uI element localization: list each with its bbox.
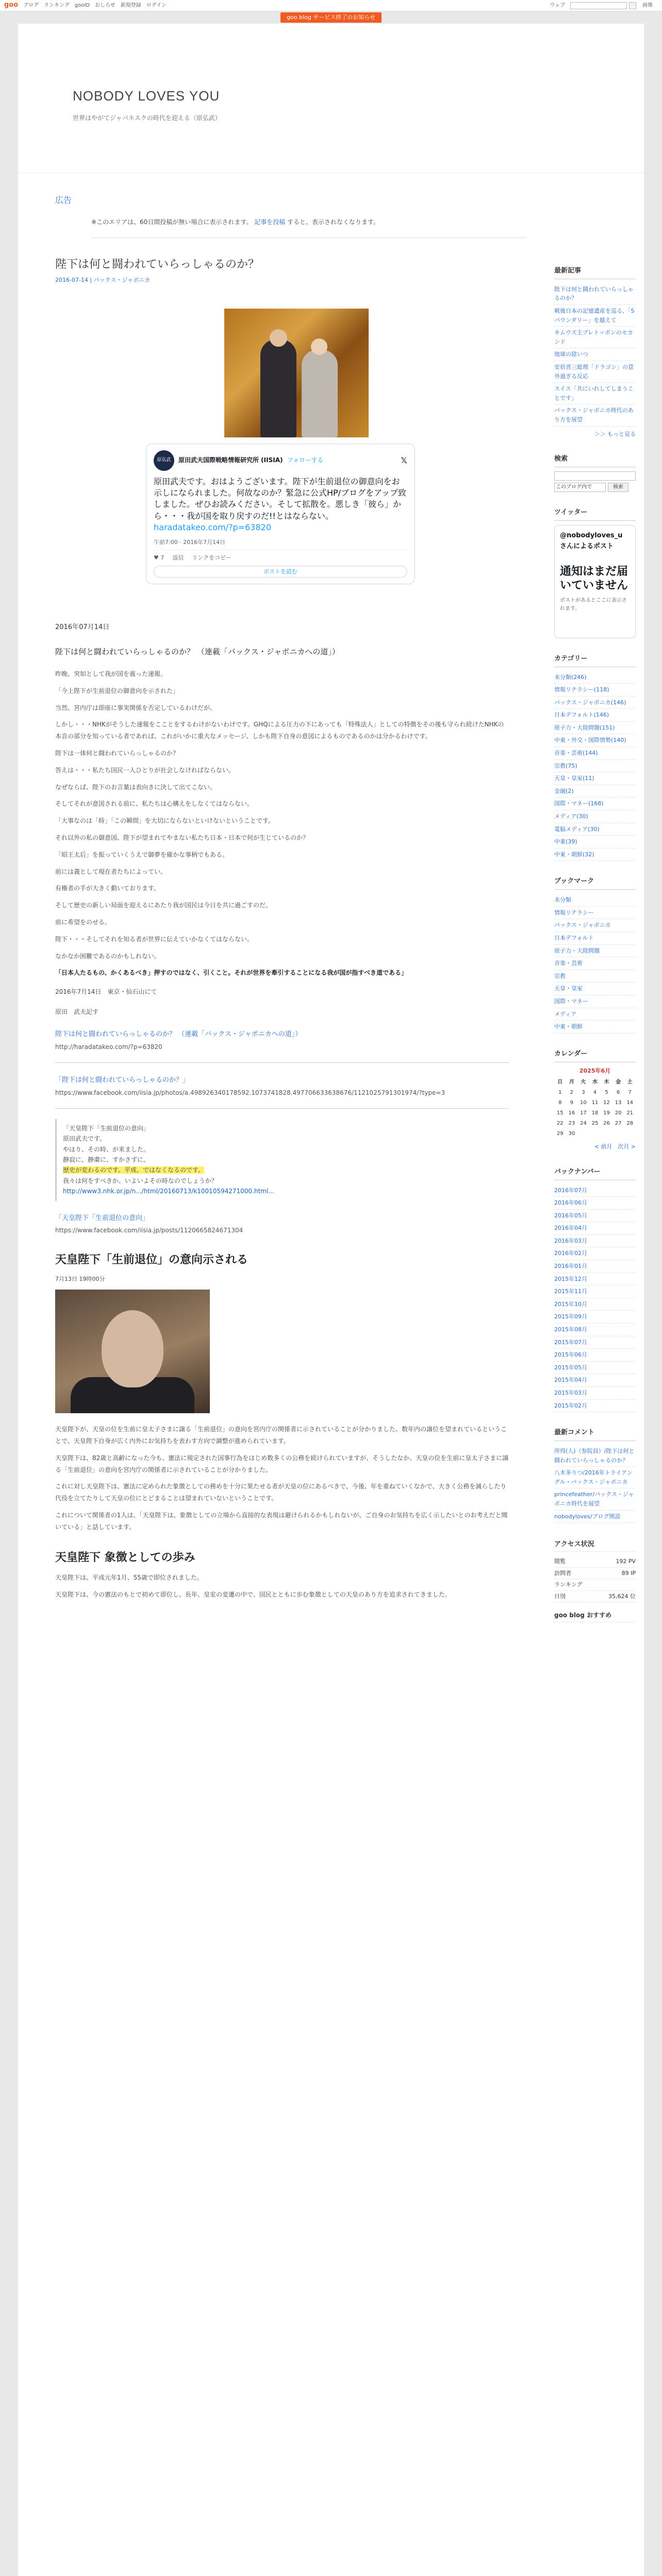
backnumber-item[interactable]: 2016年02月 <box>554 1247 636 1260</box>
access-value: 89 IP <box>621 1569 636 1577</box>
tweet-time[interactable]: 午前7:00 · 2016年7月14日 <box>154 538 226 546</box>
nav-link-register[interactable]: 新規登録 <box>120 2 141 8</box>
search-type-web[interactable]: ウェブ <box>550 2 565 8</box>
access-widget <box>554 1538 636 1622</box>
blog-header <box>18 24 644 173</box>
calendar-day: 9 <box>570 1100 574 1106</box>
link-embed <box>55 1075 509 1098</box>
blog-search-input[interactable] <box>554 471 636 481</box>
nav-link-blog[interactable]: ブログ <box>23 2 39 8</box>
main-column <box>37 178 526 1605</box>
bookmark-item[interactable]: メディア <box>554 1008 636 1021</box>
calendar-day: 29 <box>556 1131 564 1137</box>
calendar-day: 6 <box>616 1090 620 1096</box>
backnumber-item[interactable]: 2016年03月 <box>554 1235 636 1248</box>
nav-link-news[interactable]: おしらせ <box>95 2 115 8</box>
article-paragraph: 前には義として現在者たちによってい。 <box>55 868 167 875</box>
bookmark-item[interactable]: 中東・朝鮮 <box>554 1021 636 1033</box>
embed-url[interactable]: http://haradatakeo.com/?p=63820 <box>55 1043 162 1050</box>
article-paragraph: なぜならば、陛下のお言葉は表向きに決して出てこない。 <box>55 783 217 791</box>
x-logo-icon[interactable]: 𝕏 <box>401 455 407 465</box>
access-key: 訪問者 <box>554 1569 571 1577</box>
calendar-day: 5 <box>605 1090 608 1096</box>
twitter-handle[interactable]: @nobodyloves_u さんによるポスト <box>560 531 623 550</box>
calendar-day: 19 <box>603 1110 610 1116</box>
category-item[interactable]: 情報リテラシー(118) <box>554 684 636 697</box>
calendar-day: 20 <box>615 1110 622 1116</box>
calendar-day: 2 <box>570 1090 574 1096</box>
backnumber-item[interactable]: 2016年06月 <box>554 1197 636 1210</box>
comment-item[interactable]: 八木多りつ/2016年トライアングル・パックス・ジャポニカ <box>554 1467 636 1488</box>
calendar-heading: カレンダー <box>554 1049 636 1062</box>
bookmark-item[interactable]: 宗教 <box>554 970 636 983</box>
quote-highlight: 歴史が変わるのです。平成、ではなくなるのです。 <box>63 1166 205 1174</box>
avatar[interactable]: 原弘武 <box>154 450 174 471</box>
category-heading: カテゴリー <box>554 654 636 667</box>
backnumber-item[interactable]: 2015年04月 <box>554 1374 636 1387</box>
article-body <box>37 668 526 979</box>
category-item[interactable]: 原子力・大陸問題(151) <box>554 722 636 735</box>
divider <box>55 1108 509 1109</box>
weekday: 月 <box>569 1079 574 1086</box>
sidebar <box>554 266 636 1638</box>
comment-item[interactable]: nobodyloves/ブログ開設 <box>554 1511 636 1523</box>
calendar-day: 21 <box>626 1110 634 1116</box>
category-item[interactable]: 中東・朝鮮(32) <box>554 849 636 861</box>
backnumber-item[interactable]: 2016年01月 <box>554 1260 636 1273</box>
calendar-nav[interactable]: < 前月 次月 > <box>594 1143 636 1150</box>
access-row <box>554 1579 636 1591</box>
quote-line: 我々は何をすべきか、いよいよその時なのでしょうか？ <box>63 1177 218 1184</box>
access-key: ランキング <box>554 1581 583 1588</box>
article-paragraph: なかなか困難であるのかもしれない。 <box>55 952 161 960</box>
article-paragraph: 昨晩、突如として我が国を震った速報。 <box>55 670 167 678</box>
quote-line: やはり、その時、が来ました。 <box>63 1145 150 1153</box>
reply-button[interactable]: 返信 <box>172 554 184 562</box>
bookmark-heading: ブックマーク <box>554 876 636 890</box>
article-paragraph: それ以外の私の御意図、陛下が望まれてやまない私たち日本・日本で何が生じているのか？ <box>55 834 309 842</box>
news-paragraph: 天皇陛下が、天皇の位を生前に皇太子さまに譲る「生前退位」の意向を宮内庁の関係者に示されていることが分かりました。数年内の譲位を望まれているということで、天皇陛下自身が広く内外にお気持ちを表わす方向で調整が進められています。 <box>55 1426 507 1445</box>
access-key: 閲覧 <box>554 1557 566 1565</box>
calendar-day: 3 <box>582 1090 585 1096</box>
ad-note-text: ※このエリアは、60日間投稿が無い場合に表示されます。 <box>91 218 253 226</box>
weekday: 火 <box>581 1079 586 1086</box>
tweet-link[interactable]: haradatakeo.com/?p=63820 <box>154 522 272 533</box>
backnumber-item[interactable]: 2015年11月 <box>554 1285 636 1298</box>
global-search-input[interactable] <box>570 2 627 9</box>
link-embed <box>55 1213 509 1236</box>
quote-line: 原田武夫です。 <box>63 1135 106 1143</box>
quoted-post <box>55 1119 509 1201</box>
access-row <box>554 1591 636 1603</box>
article-paragraph: そしてそれが意図される前に、私たちは心構えをしなくてはならない。 <box>55 800 254 808</box>
emperor-portrait <box>55 1290 210 1413</box>
category-item[interactable]: 中東・外交・国際情勢(140) <box>554 734 636 747</box>
follow-button[interactable]: フォローする <box>287 456 324 464</box>
recent-more-link[interactable]: ＞＞ もっと見る <box>594 430 636 437</box>
figure-left <box>260 340 296 437</box>
weekday: 水 <box>592 1079 598 1086</box>
article-paragraph: 前に希望をのせる。 <box>55 919 111 926</box>
calendar-day: 23 <box>568 1121 575 1127</box>
comments-heading: 最新コメント <box>554 1428 636 1441</box>
category-item[interactable]: 日本デフォルト(146) <box>554 709 636 722</box>
article-paragraph: 陛下・・・そしてそれを知る者が世界に伝えていかなくてはならない。 <box>55 935 254 943</box>
article-heading: 陛下は何と闘われていらっしゃるのか？ （連載「パックス・ジャポニカへの道」） <box>55 647 340 657</box>
copy-link-button[interactable]: リンクをコピー <box>192 554 231 562</box>
search-icon[interactable] <box>629 2 636 9</box>
access-heading: アクセス状況 <box>554 1538 636 1552</box>
nav-link-login[interactable]: ログイン <box>146 2 167 8</box>
calendar-day: 11 <box>591 1100 599 1106</box>
divider <box>55 1062 509 1063</box>
calendar-day: 17 <box>580 1110 587 1116</box>
link-embed <box>55 1029 509 1052</box>
recent-post-item[interactable]: スイス「共にいれしてしまうことです」 <box>554 383 636 404</box>
backnumber-item[interactable]: 2015年07月 <box>554 1336 636 1349</box>
news-paragraph: 天皇陛下は、平成元年1月、55歳で即位されました。 <box>55 1573 203 1581</box>
figure-right <box>302 350 338 437</box>
backnumber-item[interactable]: 2015年12月 <box>554 1273 636 1286</box>
bookmark-item[interactable]: 日本デフォルト <box>554 932 636 945</box>
head-right <box>311 338 327 355</box>
service-end-notice[interactable]: goo blog サービス終了のお知らせ <box>280 12 382 23</box>
calendar-day: 30 <box>568 1131 575 1137</box>
calendar-month: 2025年6月 <box>579 1067 611 1074</box>
calendar-day: 14 <box>626 1100 634 1106</box>
backnumber-item[interactable]: 2015年09月 <box>554 1311 636 1324</box>
backnumber-widget <box>554 1167 636 1412</box>
post-title[interactable]: 陛下は何と闘われていらっしゃるのか？ <box>55 258 260 271</box>
access-value: 192 PV <box>616 1557 636 1565</box>
article-signature: 2016年7月14日 東京・仙石山にて 原田 武夫記す <box>55 988 157 1015</box>
news-section-time: 7月13日 19時00分 <box>55 1275 105 1282</box>
calendar-widget <box>554 1049 636 1151</box>
bookmark-item[interactable]: 情報リテラシー <box>554 907 636 920</box>
calendar-day: 12 <box>603 1100 610 1106</box>
calendar-table <box>554 1077 636 1139</box>
weekday: 木 <box>604 1079 609 1086</box>
calendar-day: 10 <box>580 1100 587 1106</box>
backnumber-item[interactable]: 2015年06月 <box>554 1349 636 1362</box>
backnumber-item[interactable]: 2015年08月 <box>554 1324 636 1336</box>
access-key: 日別 <box>554 1592 566 1600</box>
access-row <box>554 1556 636 1568</box>
category-item[interactable]: 天皇・皇室(11) <box>554 772 636 785</box>
article-key-statement: 「日本人たるもの、かくあるべき」押すのではなく、引くこと。それが世界を牽引することになる我が国が指すべき道である」 <box>55 969 408 977</box>
backnumber-item[interactable]: 2015年02月 <box>554 1400 636 1413</box>
recent-post-item[interactable]: 安倍晋三総理「ドラゴン」の意外過ぎる反応 <box>554 361 636 383</box>
blog-search-button[interactable]: 検索 <box>608 483 628 492</box>
backnumber-item[interactable]: 2016年05月 <box>554 1210 636 1223</box>
category-item[interactable]: 国際・マネー(168) <box>554 798 636 810</box>
category-item[interactable]: 電脳メディア(30) <box>554 823 636 836</box>
read-post-button[interactable]: ポストを読む <box>154 566 407 578</box>
recent-posts <box>554 266 636 438</box>
article-paragraph: 「大事なのは「時」「この瞬間」を大切にならないといけないということです。 <box>55 817 275 825</box>
access-row <box>554 1568 636 1580</box>
search-type-image[interactable]: 画像 <box>642 2 653 8</box>
backnumber-item[interactable]: 2016年04月 <box>554 1222 636 1235</box>
category-item[interactable]: 宗教(75) <box>554 760 636 773</box>
quote-url[interactable]: http://www3.nhk.or.jp/n.../html/20160713/k10010594271000.html... <box>63 1188 274 1195</box>
nav-link-ranking[interactable]: ランキング <box>44 2 70 8</box>
twitter-timeline[interactable] <box>554 525 636 638</box>
backnumber-item[interactable]: 2015年10月 <box>554 1298 636 1311</box>
search-heading: 検索 <box>554 454 636 467</box>
post-meta[interactable]: 2016-07-14 | パックス・ジャポニカ <box>55 276 151 283</box>
goo-logo[interactable]: goo <box>4 1 19 9</box>
category-item[interactable]: メディア(30) <box>554 810 636 823</box>
bookmark-item[interactable]: 天皇・皇室 <box>554 982 636 995</box>
emperor-photo <box>224 309 369 437</box>
calendar-day: 4 <box>593 1090 597 1096</box>
calendar-day: 8 <box>558 1100 562 1106</box>
bookmark-item[interactable]: 音楽・芸術 <box>554 957 636 970</box>
head-left <box>270 329 287 347</box>
weekday: 日 <box>557 1079 563 1086</box>
recent-post-item[interactable]: キムウズ主ブレトッポンのセカンド <box>554 327 636 348</box>
backnumber-item[interactable]: 2016年07月 <box>554 1184 636 1197</box>
twitter-empty-title: 通知はまだ届いていません <box>560 565 628 592</box>
embed-url[interactable]: https://www.facebook.com/iisia.jp/posts/1120665824671304 <box>55 1227 243 1234</box>
bookmark-widget <box>554 876 636 1033</box>
calendar-day: 26 <box>603 1121 610 1127</box>
search-widget <box>554 454 636 492</box>
calendar-day: 24 <box>580 1121 587 1127</box>
category-item[interactable]: 金融(2) <box>554 785 636 798</box>
bookmark-item[interactable]: パックス・ジャポニカ <box>554 919 636 932</box>
article-paragraph: そして歴史の新しい局面を迎えるにあたり我が国民は今日を共に過ごすのだ。 <box>55 902 272 909</box>
article-paragraph: 有権者の手が大きく動いております。 <box>55 885 160 892</box>
calendar-day: 7 <box>628 1090 632 1096</box>
news-paragraph: 天皇陛下は、今の憲法のもとで初めて即位し、長年、皇室の変遷の中で、国民とともに歩む象徴としての天皇のあり方を追求されてきました。 <box>55 1590 451 1598</box>
recent-post-item[interactable]: パックス・ジャポニカ時代のあり方を展望 <box>554 404 636 426</box>
embed-title[interactable]: 「陛下は何と闘われていらっしゃるのか？」 <box>55 1076 190 1084</box>
calendar-day <box>613 1129 624 1139</box>
nav-link-gooid[interactable]: gooID <box>74 2 90 8</box>
embed-url[interactable]: https://www.facebook.com/iisia.jp/photos/a.498926340178592.1073741828.497706633638676/1121025791301974/?type=3 <box>55 1089 445 1096</box>
tweet-body <box>154 476 407 534</box>
backnumber-heading: バックナンバー <box>554 1167 636 1180</box>
tweet-text: 原田武夫です。おはようございます。陛下が生前退位の御意向をお示しになられました。何故なのか？緊急に公式HP/ブログをアップ致しました。ぜひお読みください。そして拡散を。悪しき「彼ら」から・・・我が国を取り戻すのだ!!とはならない。 <box>154 476 406 521</box>
calendar-day: 16 <box>568 1110 575 1116</box>
comment-item[interactable]: princefeather/パックス・ジャポニカ時代を展望 <box>554 1488 636 1510</box>
twitter-heading: ツイッター <box>554 507 636 521</box>
blog-title[interactable]: NOBODY LOVES YOU <box>73 88 220 104</box>
quote-line: 静寂に、静粛に、すかさずに。 <box>63 1156 150 1163</box>
news-paragraph: これに対し天皇陛下は、憲法に定められた象徴としての務めを十分に果たせる者が天皇の位にあるべきで、今後、年を重ねていくなかで、大きく公務を減らしたり代役を立てたりして天皇の位にとどまることは望まれていないということです。 <box>55 1483 507 1502</box>
calendar-day: 13 <box>615 1100 622 1106</box>
ad-note <box>91 217 526 238</box>
tweet-header <box>154 450 407 471</box>
article-date: 2016年07月14日 <box>55 623 110 632</box>
quote-line: 「天皇陛下「生前退位の意向」 <box>63 1124 150 1132</box>
article-paragraph: しかし・・・NHKがそうした速報をこことをするわけがないわけです。GHQによる圧力の下にあっても「特殊法人」としての特徴をその後も守られ続けたNHKの本音の部分を知っている者であれば、これがいかに重大なメッセージ、しかも陛下自身の意図によるものであるのかは分かるわけです。 <box>55 721 504 740</box>
article-paragraph: 陛下は一体何と闘われていらっしゃるのか？ <box>55 750 179 757</box>
calendar-day <box>577 1129 589 1139</box>
portrait-face <box>102 1310 163 1387</box>
calendar-day: 15 <box>556 1110 564 1116</box>
embedded-tweet <box>146 444 415 585</box>
embed-title[interactable]: 陛下は何と闘われていらっしゃるのか？ （連載「パックス・ジャポニカへの道」） <box>55 1030 302 1038</box>
category-item[interactable]: 中東(39) <box>554 836 636 849</box>
access-value: 35,624 位 <box>608 1592 636 1600</box>
calendar-day <box>601 1129 613 1139</box>
calendar-day <box>589 1129 601 1139</box>
calendar-day <box>624 1129 636 1139</box>
recent-posts-heading: 最新記事 <box>554 266 636 279</box>
goo-recommend-heading: goo blog おすすめ <box>554 1609 636 1622</box>
service-notice-bar <box>0 11 662 24</box>
ad-label: 広告 <box>55 195 72 205</box>
calendar-day: 22 <box>556 1121 564 1127</box>
category-item[interactable]: パックス・ジャポニカ(146) <box>554 697 636 709</box>
like-button[interactable]: ♥ 7 <box>154 554 164 562</box>
tweet-actions <box>154 550 407 563</box>
backnumber-item[interactable]: 2015年03月 <box>554 1387 636 1400</box>
bookmark-item[interactable]: 未分類 <box>554 894 636 907</box>
news-subhead: 天皇陛下 象徴としての歩み <box>55 1551 195 1564</box>
ad-note-tail: すると、表示されなくなります。 <box>287 218 380 226</box>
article-paragraph: 当然、宮内庁は即座に事実関係を否定しているわけだが。 <box>55 704 217 711</box>
calendar-day: 28 <box>626 1121 634 1127</box>
calendar-day: 1 <box>558 1090 562 1096</box>
blog-subtitle: 世界はやがてジャパネスクの時代を迎える（原弘武） <box>73 114 221 122</box>
comment-item[interactable]: 所得(人)（参院員）/陛下は何と闘われていらっしゃるのか？ <box>554 1445 636 1467</box>
recent-post-item[interactable]: 地球の陰いつ <box>554 348 636 361</box>
comments-widget <box>554 1428 636 1523</box>
weekday: 金 <box>616 1079 621 1086</box>
category-widget <box>554 654 636 861</box>
bookmark-item[interactable]: 国際・マネー <box>554 995 636 1008</box>
backnumber-item[interactable]: 2015年05月 <box>554 1362 636 1375</box>
bookmark-item[interactable]: 原子力・大陸問題 <box>554 945 636 958</box>
news-section-title: 天皇陛下「生前退位」の意向示される <box>55 1253 249 1267</box>
recent-post-item[interactable]: 戦後日本の記憶遺産を巡る、「Sパウンダリー」を越えて <box>554 305 636 327</box>
news-paragraph: 天皇陛下は、82歳と高齢になった今も、憲法に規定された国事行為をはじめ数多くの公務を続けられていますが、そうしたなか、天皇の位を生前に皇太子さまに譲る「生前退位」の意向を宮内庁の関係者に示されていることが分かりました。 <box>55 1454 509 1473</box>
tweet-author[interactable]: 原田武夫国際戦略情報研究所 (IISIA) <box>178 456 283 464</box>
global-header <box>0 0 662 11</box>
post-article-link[interactable]: 記事を投稿 <box>254 218 286 226</box>
calendar-day: 27 <box>615 1121 622 1127</box>
calendar-day: 25 <box>591 1121 599 1127</box>
twitter-empty-text: ポストがあるとここに表示されます。 <box>560 598 627 612</box>
calendar-day: 18 <box>591 1110 599 1116</box>
weekday: 土 <box>627 1079 633 1086</box>
search-scope-select[interactable]: このブログ内で <box>554 483 606 492</box>
category-item[interactable]: 未分類(246) <box>554 671 636 684</box>
news-paragraph: これについて関係者の1人は、「天皇陛下は、象徴としての立場から直接的な表現は避けられるかもしれないが、ご自身のお気持ちを広く示したいとのお考えだと聞いている」と話しています。 <box>55 1512 508 1531</box>
twitter-widget <box>554 507 636 638</box>
recent-post-item[interactable]: 陛下は何と闘われていらっしゃるのか？ <box>554 283 636 305</box>
page-container <box>18 24 644 2576</box>
category-item[interactable]: 音楽・芸術(144) <box>554 747 636 760</box>
article-paragraph: 「今上陛下が生前退位の御意向を示された」 <box>55 687 179 694</box>
article-paragraph: 「昭王太后」を振っていくうえで御夢を確かな事柄でもある。 <box>55 851 229 858</box>
article-paragraph: 答えは・・・私たち国民一人ひとりが社会しなければならない。 <box>55 766 235 774</box>
embed-title[interactable]: 「天皇陛下「生前退位の意向」 <box>55 1214 150 1222</box>
